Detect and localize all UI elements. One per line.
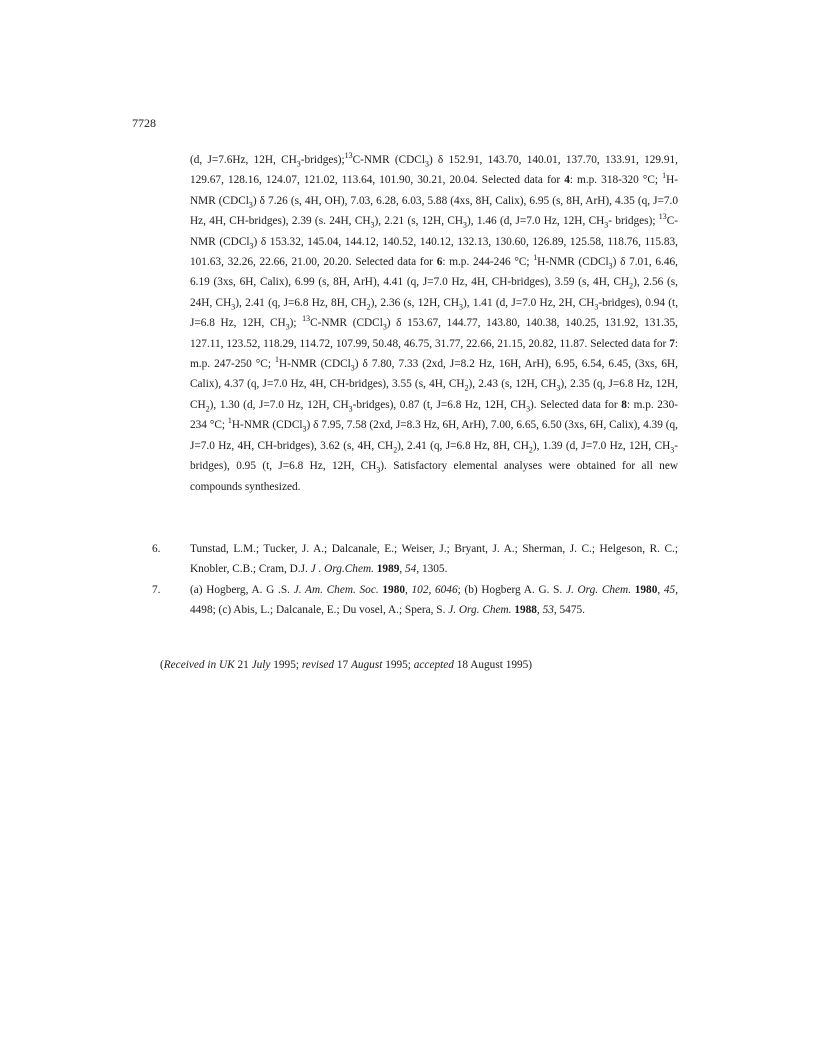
subscript: 3 <box>231 302 236 312</box>
subscript: 3 <box>382 322 387 332</box>
reference-text <box>190 580 678 621</box>
superscript: 1 <box>662 171 667 181</box>
text-run: ), 2.36 (s, 12H, CH <box>370 296 460 309</box>
journal-name: J . Org.Chem. <box>310 563 374 576</box>
superscript: 1 <box>275 355 279 365</box>
subscript: 3 <box>302 424 307 434</box>
reference-7 <box>152 580 678 621</box>
revised-month: August <box>350 659 383 671</box>
subscript: 2 <box>528 444 533 454</box>
subscript: 3 <box>670 444 675 454</box>
text-run: ), 1.41 (d, J=7.0 Hz, 2H, CH <box>462 296 595 309</box>
reference-text <box>190 539 678 580</box>
text-run: ) δ 7.01, 6.46, 6.19 (3xs, 6H, Calix), 6.99 (s, 8H, ArH), 4.41 (q, J=7.0 Hz, 4H, CH-bridges), 3.59 (s, 4H, CH <box>190 256 678 289</box>
text-run: ). Satisfactory elemental analyses were obtained for all new compounds synthesized. <box>190 460 679 493</box>
year: 1988 <box>514 604 537 617</box>
text-run: : m.p. 230-234 °C; <box>190 398 678 432</box>
text-run: -bridges), 0.94 (t, J=6.8 Hz, 12H, CH <box>190 296 679 330</box>
text-run: ) δ 152.91, 143.70, 140.01, 137.70, 133.91, 129.91, 129.67, 128.16, 124.07, 121.02, 113.64, 101.90, 30.21, 20.04. Selected data for <box>190 154 678 187</box>
text-run: ), 2.21 (s, 12H, CH <box>374 215 464 228</box>
subscript: 3 <box>350 363 355 373</box>
text-run: ). Selected data for <box>530 398 622 411</box>
superscript: 1 <box>227 416 232 426</box>
text-run: ) δ 7.95, 7.58 (2xd, J=8.3 Hz, 6H, ArH), 7.00, 6.65, 6.50 (3xs, 6H, Calix), 4.39 (q, J=7.0 Hz, 4H, CH-bridges), 3.62 (s, 4H, CH <box>190 419 678 452</box>
text-run: ), 1.46 (d, J=7.0 Hz, 12H, CH <box>466 215 605 228</box>
authors: (a) Hogberg, A. G .S. <box>190 583 294 596</box>
text-run: ) δ 7.26 (s, 4H, OH), 7.03, 6.28, 6.03, 5.88 (4xs, 8H, Calix), 6.95 (s, 8H, ArH), 4.35 (q, J=7.0 Hz, 4H, CH-bridges), 2.39 (s. 24H, CH <box>190 194 678 228</box>
subscript: 3 <box>604 220 609 230</box>
received-dates-line <box>160 659 532 671</box>
subscript: 3 <box>296 159 301 169</box>
journal-name: J. Org. Chem. <box>565 583 632 596</box>
subscript: 3 <box>459 302 463 312</box>
pages: , 1305. <box>416 563 448 576</box>
nmr-data-paragraph <box>190 150 678 497</box>
subscript: 3 <box>249 240 254 250</box>
text-run: : m.p. 318-320 °C; <box>569 174 663 187</box>
references-list <box>152 539 678 621</box>
subscript: 3 <box>608 261 613 271</box>
page-number: 7728 <box>132 116 156 130</box>
text-run: ) δ 153.67, 144.77, 143.80, 140.38, 140.25, 131.92, 131.35, 127.11, 123.52, 118.29, 114.72, 107.99, 50.48, 46.75, 31.77, 22.66, 21.15, 20.82, 11.87. Selected data for <box>190 317 678 350</box>
authors: , 4498; (c) Abis, L.; Dalcanale, E.; Du vosel, A.; Spera, S. <box>190 583 679 617</box>
subscript: 3 <box>376 465 381 475</box>
compound-number: 8 <box>621 398 627 411</box>
received-label: Received in UK <box>163 659 235 671</box>
superscript: 1 <box>533 253 538 263</box>
subscript: 3 <box>370 220 375 230</box>
superscript: 13 <box>658 212 667 222</box>
compound-number: 6 <box>436 256 443 269</box>
text-run: : m.p. 244-246 °C; <box>442 256 534 269</box>
accepted-label: accepted <box>413 659 454 671</box>
text-run: , <box>536 604 543 617</box>
volume: 102, 6046 <box>411 583 458 596</box>
journal-name: J. Am. Chem. Soc. <box>293 583 379 596</box>
year: 1980 <box>634 583 658 596</box>
subscript: 2 <box>393 444 398 454</box>
text-run: : m.p. 247-250 °C; <box>190 337 678 371</box>
text-run: ); <box>289 317 303 330</box>
reference-number: 6. <box>152 543 161 555</box>
text-run: , <box>404 583 412 596</box>
text-run: ), 1.30 (d, J=7.0 Hz, 12H, CH <box>209 398 349 411</box>
text-run: ) δ 153.32, 145.04, 144.12, 140.52, 140.12, 132.13, 130.60, 126.89, 125.58, 118.76, 115.83, 101.63, 32.26, 22.66, 21.00, 20.20. Selected data for <box>190 235 678 269</box>
authors: Tunstad, L.M.; Tucker, J. A.; Dalcanale, E.; Weiser, J.; Bryant, J. A.; Sherman, J. C.; Helgeson, R. C.; Knobler, C.B.; Cram, D.J. <box>190 543 678 576</box>
subscript: 3 <box>526 404 531 414</box>
superscript: 13 <box>302 314 311 324</box>
journal-name: J. Org. Chem. <box>448 604 512 617</box>
text-run: C-NMR (CDCl <box>190 215 678 248</box>
text-run: H-NMR (CDCl <box>537 256 609 269</box>
superscript: 13 <box>344 151 353 161</box>
text-run: ), 2.56 (s, 24H, CH <box>190 276 678 309</box>
text-run: H-NMR (CDCl <box>190 174 678 207</box>
text-run: -bridges), 0.87 (t, J=6.8 Hz, 12H, CH <box>352 398 527 411</box>
text-run: 1995; <box>270 659 302 671</box>
revised-label: revised <box>301 659 335 671</box>
text-run: H-NMR (CDCl <box>278 358 351 371</box>
subscript: 2 <box>205 404 210 414</box>
text-run: 17 <box>334 659 351 671</box>
text-run: - bridges); <box>608 215 659 228</box>
received-month: July <box>251 659 271 671</box>
text-run: C-NMR (CDCl <box>310 317 383 330</box>
text-run: 21 <box>234 659 252 671</box>
compound-number: 4 <box>564 174 570 187</box>
text-run: ), 2.43 (s, 12H, CH <box>468 378 557 391</box>
reference-6 <box>152 539 678 580</box>
text-run: C-NMR (CDCl <box>352 154 425 166</box>
volume: 54 <box>405 563 417 576</box>
text-run: 1995; <box>382 659 414 671</box>
nmr-data-text <box>190 150 678 497</box>
subscript: 3 <box>285 322 290 332</box>
text-run: -bridges); <box>300 154 345 166</box>
text-run: ( <box>160 659 164 671</box>
reference-number: 7. <box>152 583 161 596</box>
pages: , 5475. <box>553 604 585 617</box>
text-run: H-NMR (CDCl <box>231 419 303 432</box>
authors: ; (b) Hogberg A. G. S. <box>457 583 566 596</box>
subscript: 3 <box>556 383 561 393</box>
text-run: ) δ 7.80, 7.33 (2xd, J=8.2 Hz, 16H, ArH), 6.95, 6.54, 6.45, (3xs, 6H, Calix), 4.37 (q, J=7.0 Hz, 4H, CH-bridges), 3.55 (s, 4H, CH <box>190 358 678 391</box>
text-run: ), 1.39 (d, J=7.0 Hz, 12H, CH <box>532 439 671 452</box>
subscript: 3 <box>248 200 253 210</box>
year: 1989 <box>376 563 400 576</box>
text-run: (d, J=7.6Hz, 12H, CH <box>190 154 297 166</box>
text-run: ), 2.41 (q, J=6.8 Hz, 8H, CH <box>235 296 367 309</box>
subscript: 3 <box>348 404 353 414</box>
text-run: -bridges), 0.95 (t, J=6.8 Hz, 12H, CH <box>190 439 678 473</box>
text-run: , <box>657 583 664 596</box>
compound-number: 7 <box>669 337 675 350</box>
subscript: 2 <box>629 281 634 291</box>
subscript: 2 <box>464 383 469 393</box>
volume: 53 <box>542 604 554 617</box>
text-run: ), 2.35 (q, J=6.8 Hz, 12H, CH <box>190 378 678 411</box>
text-run: ), 2.41 (q, J=6.8 Hz, 8H, CH <box>397 439 529 452</box>
text-run: , <box>399 563 406 576</box>
volume: 45 <box>663 583 676 596</box>
subscript: 3 <box>424 159 429 169</box>
subscript: 3 <box>463 220 467 230</box>
subscript: 2 <box>366 302 371 312</box>
year: 1980 <box>382 583 405 596</box>
accepted-date: 18 August 1995) <box>453 659 533 671</box>
subscript: 3 <box>594 302 599 312</box>
